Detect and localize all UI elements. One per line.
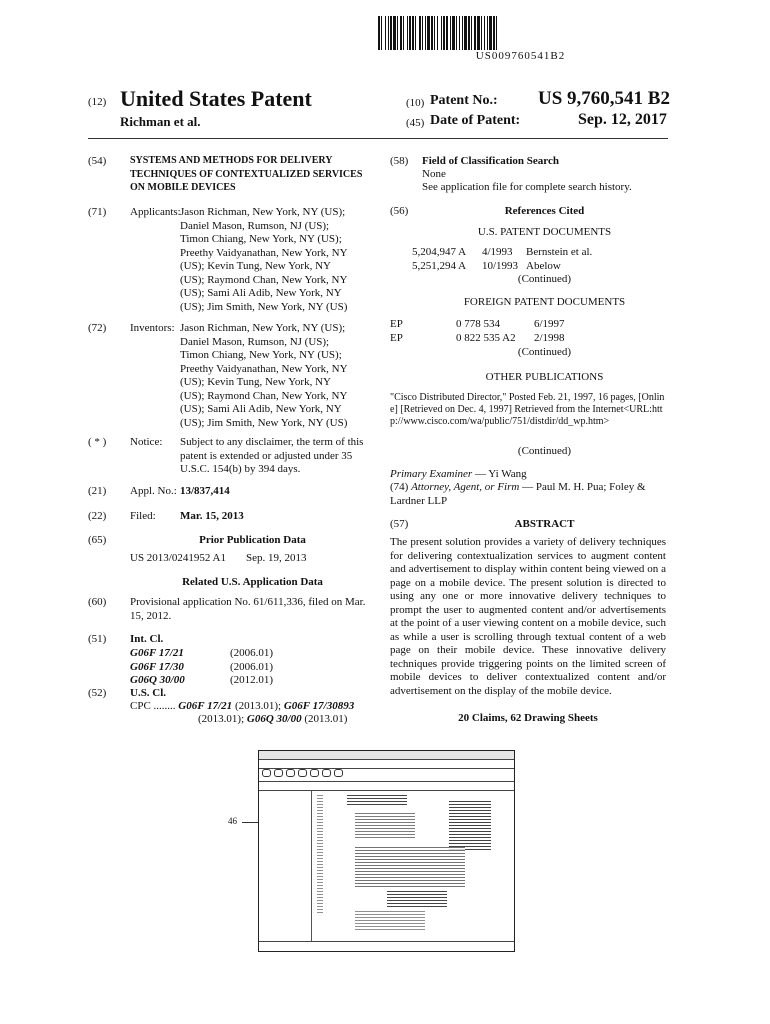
code-22: (22) <box>88 510 107 522</box>
code-54: (54) <box>88 155 107 167</box>
print-icon <box>334 769 343 777</box>
us-docs-table <box>412 246 662 273</box>
foreign-docs-table <box>390 318 660 345</box>
int-cl-version: (2012.01) <box>230 674 274 686</box>
home-icon <box>298 769 307 777</box>
figure-sidebar-links <box>317 795 323 915</box>
applicant-line: (US); Raymond Chan, New York, NY <box>180 273 348 286</box>
us-docs-continued: (Continued) <box>517 273 572 285</box>
us-doc-name: Abelow <box>526 259 561 272</box>
cpc-version: (2013.01); <box>198 713 247 725</box>
code-57: (57) <box>390 518 409 530</box>
inventor-line: (US); Jim Smith, New York, NY (US) <box>180 416 348 429</box>
related-app-heading: Related U.S. Application Data <box>182 576 323 588</box>
code-21: (21) <box>88 485 107 497</box>
barcode-bar <box>497 16 499 50</box>
applicants-label: Applicants: <box>130 206 181 218</box>
int-cl-row <box>130 647 330 661</box>
int-cl-version: (2006.01) <box>230 647 274 659</box>
us-doc-row <box>412 260 662 274</box>
cpc-class: G06Q 30/00 <box>246 713 302 725</box>
code-71: (71) <box>88 206 107 218</box>
int-cl-label: Int. Cl. <box>130 633 164 645</box>
figure-ad-block <box>449 801 491 851</box>
patent-number: US 9,760,541 B2 <box>538 88 670 109</box>
inventor-line: Preethy Vaidyanathan, New York, NY <box>180 362 348 375</box>
code-56: (56) <box>390 205 409 217</box>
primary-examiner <box>390 468 527 480</box>
inventor-line: Timon Chiang, New York, NY (US); <box>180 349 342 361</box>
prior-pub-number: US 2013/0241952 A1 <box>130 552 226 564</box>
references-heading: References Cited <box>504 205 585 217</box>
filed-label: Filed: <box>130 510 156 522</box>
other-pubs-heading: OTHER PUBLICATIONS <box>485 371 604 383</box>
foreign-doc-number: 0 778 534 <box>456 318 500 330</box>
us-doc-number: 5,251,294 A <box>412 259 467 272</box>
document-title: United States Patent <box>120 86 312 111</box>
prior-pub-date: Sep. 19, 2013 <box>246 552 307 564</box>
figure-toolbar <box>259 769 514 782</box>
refresh-icon <box>286 769 295 777</box>
favorites-icon <box>322 769 331 777</box>
primary-examiner-label: Primary Examiner <box>390 468 473 480</box>
us-cl-label: U.S. Cl. <box>130 687 167 699</box>
foreign-doc-number: 0 822 535 A2 <box>456 331 516 344</box>
applicant-line: Timon Chiang, New York, NY (US); <box>180 233 342 245</box>
barcode-number: US009760541B2 <box>475 50 566 62</box>
other-pubs-text: "Cisco Distributed Director," Posted Feb. 21, 1997, 16 pages, [Online] [Retrieved on Dec. 4, 1997] Retrieved from the Internet<URL:http://www.cisco.com/wa/public/751/distdir/dd_wp.htm> <box>390 392 665 427</box>
figure-menu-bar <box>259 760 514 769</box>
appl-no-label: Appl. No.: <box>130 485 177 497</box>
figure-sidebar-divider <box>311 791 312 941</box>
back-icon <box>262 769 271 777</box>
us-doc-name: Bernstein et al. <box>526 246 593 258</box>
forward-icon <box>274 769 283 777</box>
int-cl-class: G06F 17/21 <box>130 647 184 659</box>
figure-popup-block <box>387 891 447 907</box>
foreign-docs-heading: FOREIGN PATENT DOCUMENTS <box>463 296 626 308</box>
us-docs-heading: U.S. PATENT DOCUMENTS <box>477 226 612 238</box>
patent-no-label: Patent No.: <box>430 93 498 108</box>
foreign-doc-date: 2/1998 <box>534 331 565 344</box>
inventor-line: (US); Raymond Chan, New York, NY <box>180 389 348 402</box>
us-doc-number: 5,204,947 A <box>412 246 467 258</box>
inventors-list <box>180 322 380 430</box>
figure-status-bar <box>259 941 514 950</box>
cpc-version: (2013.01) <box>301 713 348 725</box>
code-65: (65) <box>88 534 107 546</box>
abstract-heading: ABSTRACT <box>514 518 575 530</box>
int-cl-row <box>130 661 330 675</box>
figure-article-block <box>355 847 465 887</box>
header-rule <box>88 138 668 139</box>
search-icon <box>310 769 319 777</box>
cpc-label: CPC ........ <box>130 700 176 712</box>
foreign-doc-row <box>390 332 660 346</box>
int-cl-class: G06Q 30/00 <box>130 674 185 686</box>
foreign-doc-date: 6/1997 <box>534 318 565 330</box>
field-search-none: None <box>422 168 446 180</box>
inventor-line: (US); Kevin Tung, New York, NY <box>180 376 331 388</box>
cpc-version: (2013.01); <box>232 700 284 712</box>
date-of-patent-label: Date of Patent: <box>430 113 521 128</box>
us-doc-date: 4/1993 <box>482 246 513 258</box>
applicant-line: (US); Jim Smith, New York, NY (US) <box>180 300 348 313</box>
applicant-line: (US); Sami Ali Adib, New York, NY <box>180 287 342 299</box>
foreign-doc-row <box>390 318 660 332</box>
figure-heading-block <box>347 795 407 805</box>
code-72: (72) <box>88 322 107 334</box>
int-cl-row <box>130 674 330 688</box>
int-cl-class: G06F 17/30 <box>130 660 184 673</box>
filed-value: Mar. 15, 2013 <box>180 510 244 522</box>
int-cl-version: (2006.01) <box>230 660 274 673</box>
notice-label: Notice: <box>130 436 163 448</box>
appl-no-value: 13/837,414 <box>180 485 230 497</box>
claims-line: 20 Claims, 62 Drawing Sheets <box>458 712 598 724</box>
inventors-short: Richman et al. <box>120 114 201 129</box>
notice-text: Subject to any disclaimer, the term of this patent is extended or adjusted under 35 U.S.C. 154(b) by 394 days. <box>180 436 364 475</box>
figure-address-bar <box>259 782 514 791</box>
field-search-label: Field of Classification Search <box>422 155 559 167</box>
code-45: (45) <box>406 117 425 129</box>
figure-footer-block <box>355 911 425 931</box>
invention-title: SYSTEMS AND METHODS FOR DELIVERY TECHNIQUES OF CONTEXTUALIZED SERVICES ON MOBILE DEVICES <box>130 155 363 193</box>
code-51: (51) <box>88 633 107 645</box>
provisional-text: Provisional application No. 61/611,336, filed on Mar. 15, 2012. <box>130 596 366 622</box>
cpc-class: G06F 17/30893 <box>283 700 355 712</box>
primary-examiner-name: — Yi Wang <box>472 468 527 480</box>
kind-code-12: (12) <box>88 96 107 108</box>
applicant-line: (US); Kevin Tung, New York, NY <box>180 260 331 272</box>
inventors-label: Inventors: <box>130 322 175 334</box>
foreign-doc-country: EP <box>390 331 403 344</box>
applicants-list <box>180 206 380 314</box>
attorney-label: Attorney, Agent, or Firm <box>411 481 520 493</box>
us-doc-date: 10/1993 <box>482 259 519 272</box>
foreign-doc-country: EP <box>390 318 403 330</box>
code-58: (58) <box>390 155 409 167</box>
inventor-line: (US); Sami Ali Adib, New York, NY <box>180 403 342 415</box>
barcode <box>378 16 663 50</box>
front-page-figure <box>258 750 515 952</box>
patent-date: Sep. 12, 2017 <box>578 111 667 128</box>
int-cl-table <box>130 647 330 688</box>
code-10: (10) <box>406 97 425 109</box>
us-doc-row <box>412 246 662 260</box>
applicant-line: Daniel Mason, Rumson, NJ (US); <box>180 219 330 232</box>
applicant-line: Jason Richman, New York, NY (US); <box>180 206 346 218</box>
attorney <box>390 481 666 508</box>
attorney-value: — Paul M. H. Pua; Foley & Lardner LLP <box>390 481 646 507</box>
figure-leader-line <box>242 822 258 823</box>
other-pubs-continued: (Continued) <box>517 445 572 457</box>
notice-code: ( * ) <box>88 436 107 448</box>
code-74: (74) <box>390 481 409 493</box>
code-52: (52) <box>88 687 107 699</box>
figure-title-bar <box>259 751 514 760</box>
inventor-line: Jason Richman, New York, NY (US); <box>180 322 346 334</box>
code-60: (60) <box>88 596 107 608</box>
inventor-line: Daniel Mason, Rumson, NJ (US); <box>180 335 330 348</box>
foreign-docs-continued: (Continued) <box>517 346 572 358</box>
cpc-line-1 <box>130 700 380 714</box>
field-search-note: See application file for complete search history. <box>422 181 632 193</box>
applicant-line: Preethy Vaidyanathan, New York, NY <box>180 246 348 259</box>
figure-text-block <box>355 813 415 839</box>
prior-pub-heading: Prior Publication Data <box>199 534 306 546</box>
cpc-line-2 <box>198 713 388 727</box>
figure-ref-label: 46 <box>228 816 237 826</box>
abstract-text: The present solution provides a variety of delivery techniques for delivering contextualization services to augment content and advertisement to display within content being viewed on a page on a mobile device. The present solution is directed to using any one or more innovative delivery techniques to prompt the user to augmented content and/or advertisements at the point of a user viewing content on a mobile device, such as while a user is scrolling through textual content of a web page on their mobile device. These innovative delivery techniques provide triggering points on the limited screen of mobile devices to deliver contextualized content and/or advertisement on the display of the mobile device. <box>390 536 666 697</box>
cpc-class: G06F 17/21 <box>178 700 233 712</box>
